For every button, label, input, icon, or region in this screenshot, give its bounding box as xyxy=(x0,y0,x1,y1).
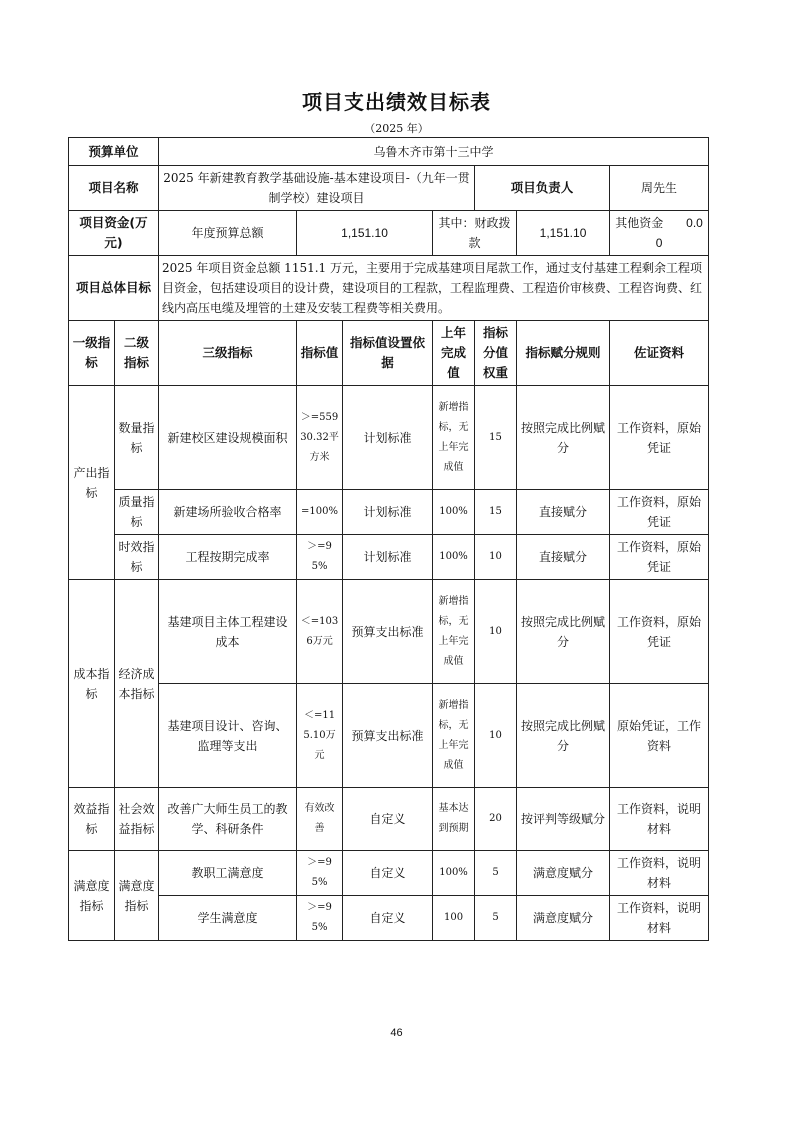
fiscal-label: 其中：财政拨款 xyxy=(433,211,517,256)
value-cell: ＜=1036万元 xyxy=(297,580,343,684)
weight-cell: 5 xyxy=(475,896,517,941)
value-cell: =100% xyxy=(297,490,343,535)
l2-cell: 经济成本指标 xyxy=(115,580,159,788)
table-row xyxy=(69,896,709,941)
rule-cell: 直接赋分 xyxy=(517,490,610,535)
prev-cell: 基本达到预期 xyxy=(433,788,475,851)
table-row xyxy=(69,490,709,535)
fund-label: 项目资金(万元) xyxy=(69,211,159,256)
evidence-cell: 工作资料，原始凭证 xyxy=(610,490,709,535)
evidence-cell: 原始凭证，工作资料 xyxy=(610,684,709,788)
weight-cell: 10 xyxy=(475,684,517,788)
l1-cell: 效益指标 xyxy=(69,788,115,851)
basis-cell: 自定义 xyxy=(343,788,433,851)
rule-cell: 按照完成比例赋分 xyxy=(517,580,610,684)
project-name-label: 项目名称 xyxy=(69,166,159,211)
rule-cell: 直接赋分 xyxy=(517,535,610,580)
l1-cell: 满意度指标 xyxy=(69,851,115,941)
rule-cell: 按照完成比例赋分 xyxy=(517,684,610,788)
basis-cell: 计划标准 xyxy=(343,535,433,580)
other-funds-label: 其他资金 xyxy=(615,216,664,230)
l1-cell: 成本指标 xyxy=(69,580,115,788)
evidence-cell: 工作资料，原始凭证 xyxy=(610,386,709,490)
basis-cell: 计划标准 xyxy=(343,490,433,535)
value-cell: ＞=55930.32平方米 xyxy=(297,386,343,490)
prev-cell: 100% xyxy=(433,535,475,580)
value-cell: 有效改善 xyxy=(297,788,343,851)
goal-row xyxy=(69,256,709,321)
weight-cell: 15 xyxy=(475,490,517,535)
prev-cell: 100 xyxy=(433,896,475,941)
evidence-cell: 工作资料，说明材料 xyxy=(610,851,709,896)
basis-cell: 计划标准 xyxy=(343,386,433,490)
l3-cell: 改善广大师生员工的教学、科研条件 xyxy=(159,788,297,851)
weight-cell: 10 xyxy=(475,535,517,580)
rule-cell: 满意度赋分 xyxy=(517,896,610,941)
l2-cell: 满意度指标 xyxy=(115,851,159,941)
year-label: （2025 年） xyxy=(364,122,429,135)
l3-cell: 工程按期完成率 xyxy=(159,535,297,580)
basis-cell: 预算支出标准 xyxy=(343,684,433,788)
value-cell: ＞=95% xyxy=(297,851,343,896)
header-l2: 二级指标 xyxy=(115,321,159,386)
weight-cell: 10 xyxy=(475,580,517,684)
other-funds-cell xyxy=(610,211,709,256)
prev-cell: 新增指标，无上年完成值 xyxy=(433,386,475,490)
value-cell: ＞=95% xyxy=(297,896,343,941)
header-l3: 三级指标 xyxy=(159,321,297,386)
owner-value: 周先生 xyxy=(610,166,709,211)
rule-cell: 按照完成比例赋分 xyxy=(517,386,610,490)
l1-cell: 产出指标 xyxy=(69,386,115,580)
l3-cell: 教职工满意度 xyxy=(159,851,297,896)
l2-cell: 质量指标 xyxy=(115,490,159,535)
goal-label: 项目总体目标 xyxy=(69,256,159,321)
unit-label: 预算单位 xyxy=(69,138,159,166)
basis-cell: 自定义 xyxy=(343,896,433,941)
weight-cell: 15 xyxy=(475,386,517,490)
table-row xyxy=(69,684,709,788)
l3-cell: 新建场所验收合格率 xyxy=(159,490,297,535)
header-row xyxy=(69,321,709,386)
annual-budget-value: 1,151.10 xyxy=(297,211,433,256)
rule-cell: 满意度赋分 xyxy=(517,851,610,896)
evidence-cell: 工作资料，原始凭证 xyxy=(610,580,709,684)
page-number: 46 xyxy=(390,1027,403,1039)
l2-cell: 时效指标 xyxy=(115,535,159,580)
prev-cell: 新增指标，无上年完成值 xyxy=(433,580,475,684)
evidence-cell: 工作资料，说明材料 xyxy=(610,788,709,851)
other-funds-value: 0.00 xyxy=(655,216,703,250)
value-cell: ＜=115.10万元 xyxy=(297,684,343,788)
fiscal-value: 1,151.10 xyxy=(517,211,610,256)
header-basis: 指标值设置依据 xyxy=(343,321,433,386)
goal-value: 2025 年项目资金总额 1151.1 万元，主要用于完成基建项目尾款工作，通过支付基建工程剩余工程项目资金，包括建设项目的设计费，建设项目的工程款，工程监理费、工程造价审核费、工程咨询费、红线内高压电缆及埋管的土建及安装工程费等相关费用。 xyxy=(159,256,709,321)
unit-value: 乌鲁木齐市第十三中学 xyxy=(159,138,709,166)
l2-cell: 数量指标 xyxy=(115,386,159,490)
page-title: 项目支出绩效目标表 xyxy=(302,90,491,114)
l3-cell: 学生满意度 xyxy=(159,896,297,941)
header-value: 指标值 xyxy=(297,321,343,386)
owner-label: 项目负责人 xyxy=(475,166,610,211)
table-row xyxy=(69,535,709,580)
table-row xyxy=(69,580,709,684)
header-l1: 一级指标 xyxy=(69,321,115,386)
header-evidence: 佐证资料 xyxy=(610,321,709,386)
fund-row xyxy=(69,211,709,256)
value-cell: ＞=95% xyxy=(297,535,343,580)
l3-cell: 新建校区建设规模面积 xyxy=(159,386,297,490)
table-row xyxy=(69,788,709,851)
header-rule: 指标赋分规则 xyxy=(517,321,610,386)
unit-row xyxy=(69,138,709,166)
project-name-value: 2025 年新建教育教学基础设施-基本建设项目-（九年一贯制学校）建设项目 xyxy=(159,166,475,211)
basis-cell: 预算支出标准 xyxy=(343,580,433,684)
weight-cell: 5 xyxy=(475,851,517,896)
name-row xyxy=(69,166,709,211)
weight-cell: 20 xyxy=(475,788,517,851)
l3-cell: 基建项目主体工程建设成本 xyxy=(159,580,297,684)
header-weight: 指标分值权重 xyxy=(475,321,517,386)
basis-cell: 自定义 xyxy=(343,851,433,896)
table-row xyxy=(69,386,709,490)
evidence-cell: 工作资料，原始凭证 xyxy=(610,535,709,580)
header-prev: 上年完成值 xyxy=(433,321,475,386)
rule-cell: 按评判等级赋分 xyxy=(517,788,610,851)
prev-cell: 100% xyxy=(433,851,475,896)
annual-budget-label: 年度预算总额 xyxy=(159,211,297,256)
evidence-cell: 工作资料，说明材料 xyxy=(610,896,709,941)
l2-cell: 社会效益指标 xyxy=(115,788,159,851)
l3-cell: 基建项目设计、咨询、监理等支出 xyxy=(159,684,297,788)
table-row xyxy=(69,851,709,896)
performance-table xyxy=(68,137,709,941)
prev-cell: 新增指标，无上年完成值 xyxy=(433,684,475,788)
prev-cell: 100% xyxy=(433,490,475,535)
